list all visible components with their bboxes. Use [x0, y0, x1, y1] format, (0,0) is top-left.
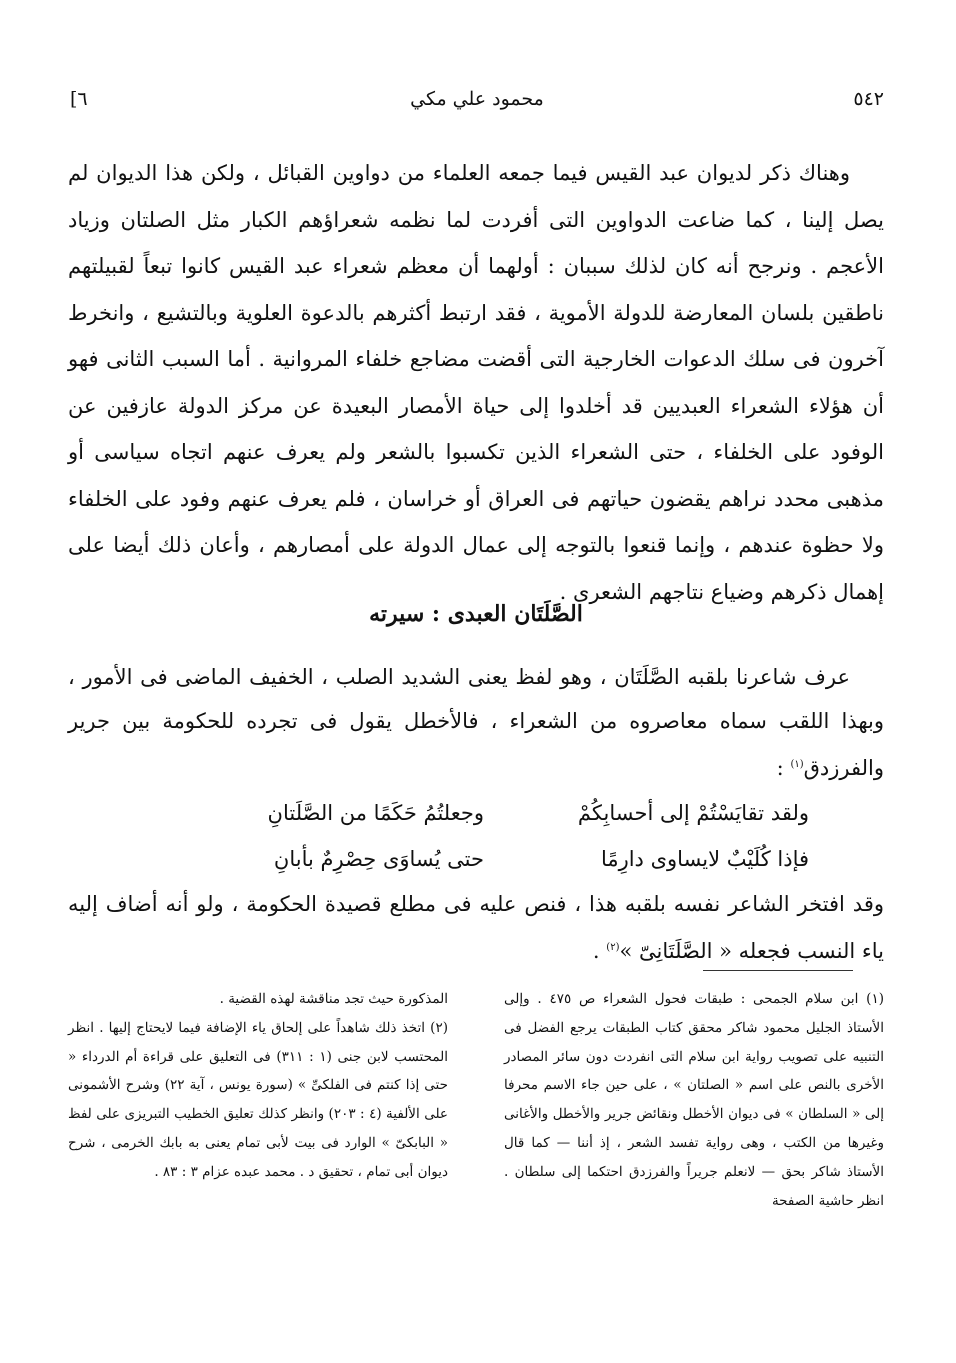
footnote-1-continued: المذكورة حيث تجد مناقشة لهذه القضية . [219, 991, 448, 1007]
section-heading: الصَّلَتَان العبدى : سيرته [369, 601, 583, 627]
footnote-ref-1: (١) [790, 759, 804, 770]
footnote-column-right [504, 985, 884, 1245]
bracket-number: [٦ [70, 88, 88, 110]
paragraph-text: وقد افتخر الشاعر نفسه بلقبه هذا ، فنص عليه فى مطلع قصيدة الحكومة ، ولو أنه أضاف إليه ياء النسب فجعله « الصَّلَتَانِىّ » [68, 892, 884, 963]
body-paragraph: وهناك ذكر لديوان عبد القيس فيما جمعه العلماء من دواوين القبائل ، ولكن هذا الديوان لم يصل إلينا ، كما ضاعت الدواوين التى أفردت لما نظمه شعراؤهم الكبار مثل الصلتان وزياد الأعجم . ونرجح أنه كان لذلك سببان : أولهما أن معظم شعراء عبد القيس كانوا تبعاً لقبيلتهم ناطقين بلسان المعارضة للدولة الأموية ، فقد ارتبط أكثرهم بالدعوة العلوية وبالتشيع ، وانخرط آخرون فى سلك الدعوات الخارجية التى أقضت مضاجع خلفاء المروانية . أما السبب الثانى فهو أن هؤلاء الشعراء العبديين قد أخلدوا إلى حياة الأمصار البعيدة عن مركز الدولة عازفين عن الوفود على الخلفاء ، حتى الشعراء الذين تكسبوا بالشعر ولم يعرف عنهم اتجاه سياسى أو مذهبى محدد نراهم يقضون حياتهم فى العراق أو خراسان ، فلم يعرف عنهم وفود على الخلفاء ولا حظوة عندهم ، وإنما قنعوا بالتوجه إلى عمال الدولة على أمصارهم ، وأعان ذلك أيضا على إهمال ذكرهم وضياع نتاجهم الشعرى . [68, 161, 884, 604]
footnote-ref-2: (٢) [606, 942, 620, 953]
section-paragraph-1 [68, 655, 884, 790]
paragraph-text: عرف شاعرنا بلقبه الصَّلَتَان ، وهو لفظ يعنى الشديد الصلب ، الخفيف الماضى فى الأمور ، وبهذا اللقب سماه معاصروه من الشعراء ، فالأخطل يقول فى تجرده للحكومة بين جرير والفرزدق [68, 665, 884, 780]
main-text [68, 150, 884, 615]
verse-second-hemistich: حتى يُساوَى حِصْرِمٌ بأبانِ [273, 847, 484, 871]
verse-line [68, 790, 884, 836]
footnote-2: (٢) اتخذ ذلك شاهداً على إلحاق ياء الإضافة فيما لايحتاج إليها . انظر المحتسب لابن جنى (١ : ٣١١) فى التعليق على قراءة أم الدرداء « حتى إذا كنتم فى الفلكىِّ » (سورة يونس ، آية ٢٢) وشرح الأشمونى على الألفية (٤ : ٢٠٣) وانظر كذلك تعليق الخطيب التبريزى على لفظ « البابكىّ » الوارد فى بيت لأبى تمام يعنى به بابك الخرمى ، شرح ديوان أبى تمام ، تحقيق د . محمد عبده عزام ٣ : ٨٣ . [68, 1019, 448, 1180]
verse-line [68, 836, 884, 882]
footnotes [68, 985, 884, 1245]
running-title: محمود علي مكي [410, 88, 544, 110]
paragraph-end: : [776, 756, 791, 780]
footnote-column-left [68, 985, 448, 1245]
page-header [70, 88, 884, 118]
footnote-divider [703, 970, 853, 971]
section-body [68, 655, 884, 973]
verse-second-hemistich: وجعلتُمُ حَكَمًا من الصَّلَتانِ [267, 801, 484, 825]
page-number: ٥٤٢ [853, 88, 884, 110]
paragraph-end: . [592, 939, 607, 963]
section-paragraph-2 [68, 882, 884, 973]
verse-first-hemistich: فإذا كُلَيْبٌ لايساوى دارِمًا [600, 847, 809, 871]
footnote-1: (١) ابن سلام الجمحى : طبقات فحول الشعراء ص ٤٧٥ . وإلى الأستاذ الجليل محمود شاكر محقق كتاب الطبقات يرجع الفضل فى التنبيه على تصويب رواية ابن سلام التى انفردت دون سائر المصادر الأخرى بالنص على اسم « الصلتان » ، على حين جاء الاسم محرفا إلى « السلطان » فى ديوان الأخطل ونقائض جرير والأخطل والأغانى وغيرها من الكتب ، وهى رواية تفسد الشعر ، إذ أننا — كما قال الأستاذ شاكر بحق — لانعلم جريراً والفرزدق احتكما إلى سلطان . انظر حاشية الصفحة [504, 991, 884, 1209]
verse-first-hemistich: ولقد تقايَسْتُمْ إلى أحسابِكُمْ [577, 801, 809, 825]
